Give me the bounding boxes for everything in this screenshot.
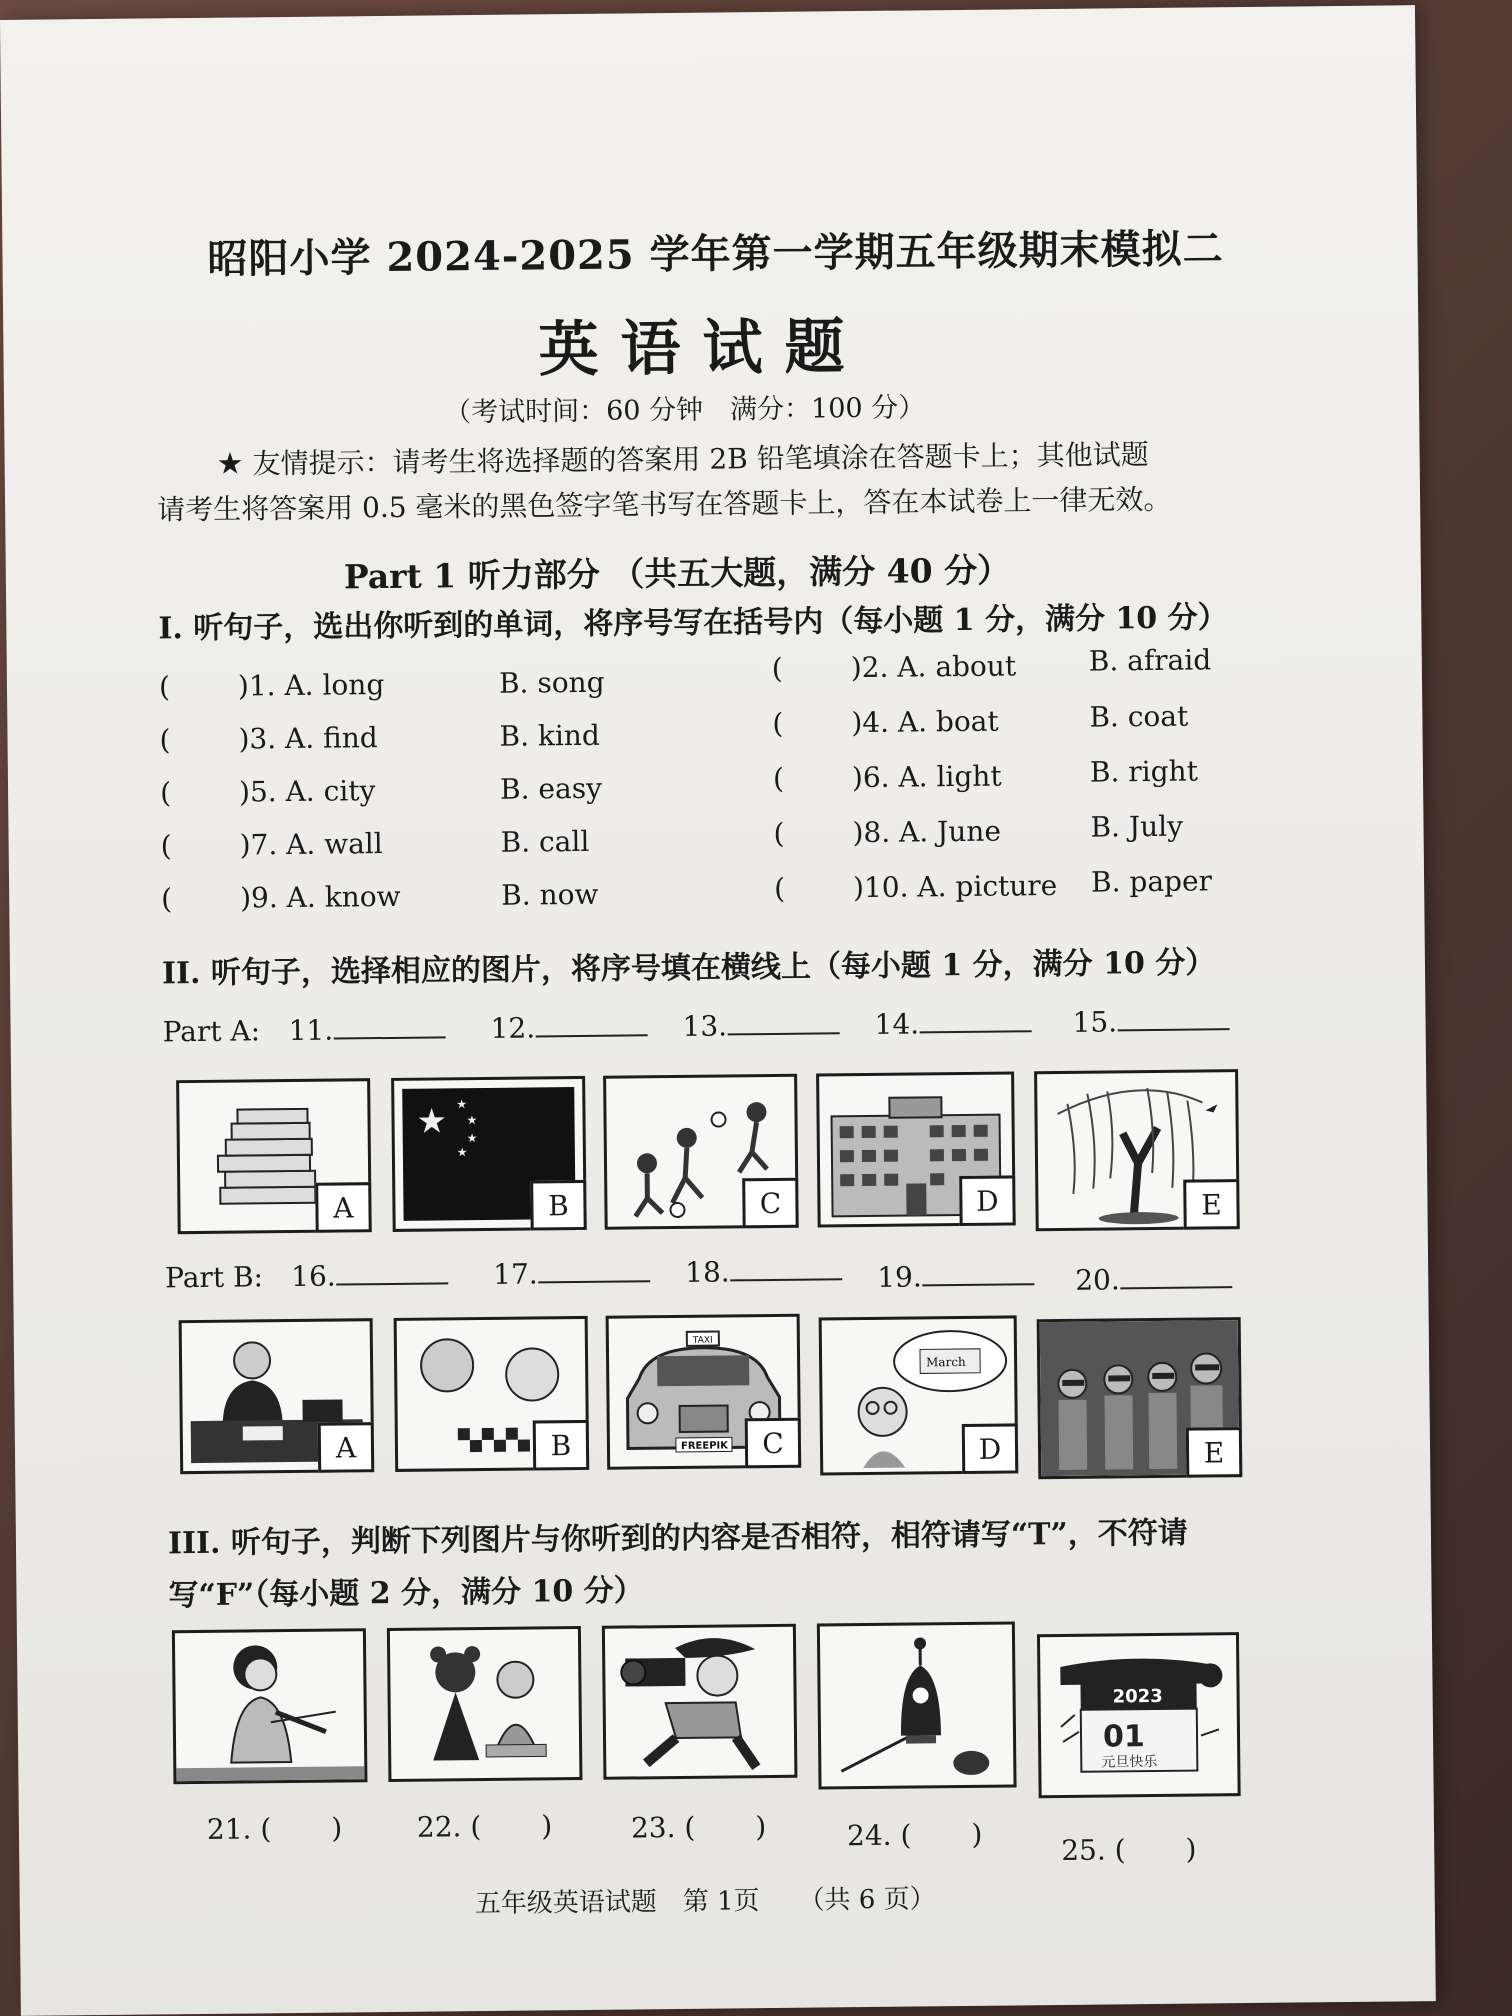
svg-text:★: ★: [456, 1145, 468, 1160]
partA-label: Part A:: [162, 1014, 261, 1049]
answer-blank[interactable]: 15.: [1072, 1004, 1229, 1039]
question-row: ( )8. A. June: [773, 814, 1002, 850]
answer-blank[interactable]: 11.: [288, 1012, 445, 1047]
option-b: B. afraid: [1088, 643, 1212, 678]
option-b: B. July: [1090, 809, 1184, 844]
exam-subtitle: （考试时间：60 分钟 满分：100 分）: [443, 392, 926, 429]
answer-paren[interactable]: 21. ( ): [206, 1811, 343, 1846]
question-row: ( )4. A. boat: [772, 704, 999, 740]
picture-new-year-calendar: [1037, 1632, 1241, 1798]
tip-line2: 请考生将答案用 0.5 毫米的黑色签字笔书写在答题卡上，答在本试卷上一律无效。: [156, 482, 1172, 527]
picture-label: B: [530, 1180, 587, 1231]
picture-girl-violin: [172, 1628, 368, 1784]
picture-robot-vacuum: [817, 1621, 1017, 1789]
picture-label: D: [959, 1175, 1016, 1226]
picture-toys: [387, 1626, 583, 1782]
picture-willow-tree: [1034, 1069, 1240, 1231]
picture-label: B: [533, 1420, 590, 1471]
picture-books: [176, 1078, 372, 1234]
picture-label: D: [962, 1423, 1019, 1474]
svg-text:★: ★: [456, 1097, 468, 1112]
exam-title-line1: 昭阳小学 2024-2025 学年第一学期五年级期末模拟二: [207, 225, 1224, 283]
question-row: ( )2. A. about: [771, 649, 1017, 685]
taxi-sign-text: TAXI: [692, 1335, 713, 1346]
picture-photographer: [602, 1624, 798, 1780]
section3-heading-line2: 写“F”（每小题 2 分，满分 10 分）: [168, 1573, 644, 1614]
option-b: B. kind: [499, 718, 600, 753]
calendar-word: March: [926, 1354, 966, 1370]
taxi-plate-text: FREEPIK: [680, 1440, 729, 1452]
answer-paren[interactable]: 25. ( ): [1061, 1832, 1197, 1867]
picture-label: E: [1183, 1179, 1240, 1230]
question-row: ( )7. A. wall: [160, 827, 383, 863]
answer-blank[interactable]: 17.: [493, 1256, 650, 1291]
answer-paren[interactable]: 24. ( ): [846, 1817, 983, 1853]
picture-family-3d-glasses: [1037, 1317, 1243, 1479]
calendar-greeting: 元旦快乐: [1101, 1753, 1158, 1771]
section1-heading: I. 听句子，选出你听到的单词，将序号写在括号内（每小题 1 分，满分 10 分）: [158, 600, 1228, 647]
picture-flag: [391, 1076, 587, 1232]
question-row: ( )5. A. city: [159, 774, 376, 810]
picture-kids-chess: [394, 1316, 590, 1472]
picture-label: C: [745, 1418, 802, 1469]
star-icon: ★: [216, 446, 244, 482]
picture-label: C: [742, 1178, 799, 1229]
answer-blank[interactable]: 16.: [291, 1258, 448, 1293]
answer-paren[interactable]: 22. ( ): [416, 1809, 553, 1844]
calendar-day: 01: [1102, 1719, 1145, 1755]
picture-man-on-phone: [179, 1318, 375, 1474]
picture-boy-thinking-march: [819, 1315, 1019, 1475]
picture-school-building: [816, 1071, 1016, 1227]
option-b: B. right: [1089, 754, 1199, 789]
answer-blank[interactable]: 13.: [682, 1008, 839, 1043]
svg-text:★: ★: [416, 1101, 448, 1142]
answer-blank[interactable]: 20.: [1075, 1262, 1232, 1297]
question-row: ( )10. A. picture: [773, 868, 1058, 905]
picture-sports: [603, 1074, 799, 1230]
calendar-icon: [1040, 1635, 1238, 1795]
option-b: B. paper: [1090, 864, 1213, 899]
section3-heading-line1: III. 听句子，判断下列图片与你听到的内容是否相符，相符请写“T”，不符请: [167, 1515, 1188, 1562]
answer-blank[interactable]: 18.: [685, 1254, 842, 1289]
option-b: B. now: [501, 877, 599, 912]
option-b: B. song: [498, 665, 605, 700]
camera-icon: [605, 1627, 795, 1777]
picture-taxi: [606, 1314, 802, 1470]
robot-icon: [820, 1624, 1014, 1786]
exam-paper: [0, 5, 1436, 2016]
tip-line1: ★ 友情提示：请考生将选择题的答案用 2B 铅笔填涂在答题卡上；其他试题: [216, 437, 1149, 482]
calendar-year: 2023: [1112, 1685, 1163, 1708]
svg-text:★: ★: [466, 1131, 478, 1146]
question-row: ( )9. A. know: [161, 879, 401, 916]
option-b: B. coat: [1089, 699, 1189, 734]
answer-paren[interactable]: 23. ( ): [630, 1810, 767, 1845]
question-row: ( )3. A. find: [159, 721, 378, 757]
answer-blank[interactable]: 19.: [877, 1259, 1034, 1294]
partB-label: Part B:: [165, 1260, 264, 1295]
toys-icon: [390, 1629, 580, 1779]
part1-heading: Part 1 听力部分 （共五大题，满分 40 分）: [343, 550, 1011, 597]
page-footer: 五年级英语试题 第 1页 （共 6 页）: [474, 1884, 936, 1920]
answer-blank[interactable]: 12.: [490, 1010, 647, 1045]
question-row: ( )6. A. light: [772, 759, 1002, 795]
picture-label: E: [1186, 1427, 1243, 1478]
picture-label: A: [315, 1182, 372, 1233]
option-b: B. call: [500, 824, 590, 859]
question-row: ( )1. A. long: [158, 668, 385, 704]
exam-title-line2: 英语试题: [538, 311, 867, 386]
violin-icon: [175, 1631, 365, 1781]
svg-text:★: ★: [466, 1113, 478, 1128]
option-b: B. easy: [499, 771, 603, 806]
section2-heading: II. 听句子，选择相应的图片，将序号填在横线上（每小题 1 分，满分 10 分）: [161, 945, 1216, 992]
answer-blank[interactable]: 14.: [874, 1006, 1031, 1041]
picture-label: A: [318, 1422, 375, 1473]
